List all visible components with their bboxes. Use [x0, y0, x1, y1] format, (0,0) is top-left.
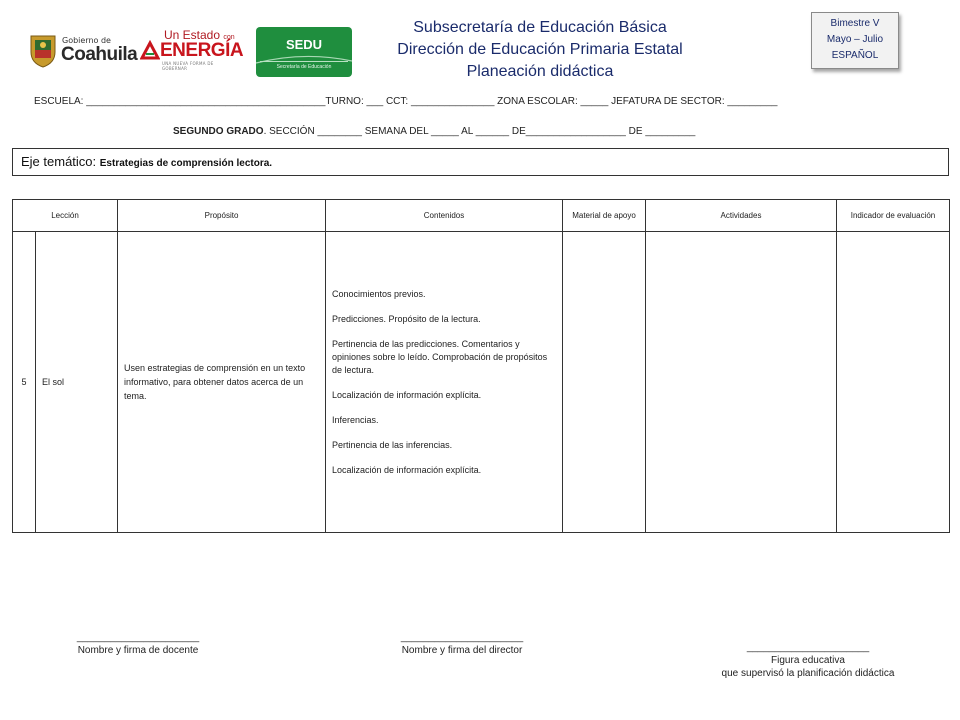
content-item: Predicciones. Propósito de la lectura. — [332, 313, 481, 324]
energia-logo — [140, 28, 244, 71]
energia-logo-big-text: ENERGÍA — [160, 40, 244, 61]
sedu-logo — [256, 27, 352, 77]
lesson-number: 5 — [13, 232, 36, 533]
planning-table — [12, 199, 950, 533]
signature-line: ______________________ — [746, 642, 870, 653]
grade-info-line — [173, 126, 695, 137]
sedu-logo-divider — [260, 61, 348, 62]
content-item: Localización de información explícita. — [332, 389, 482, 400]
signature-label: Figura educativa — [771, 655, 845, 666]
purpose-cell: Usen estrategias de comprensión en un texto informativo, para obtener datos acerca de un tema. — [118, 232, 326, 533]
content-item: Conocimientos previos. — [332, 288, 426, 299]
sedu-logo-subtext: Secretaría de Educación — [276, 64, 332, 70]
signature-director — [381, 631, 543, 657]
table-row — [13, 232, 950, 533]
eje-tematico-value: Estrategias de comprensión lectora. — [99, 158, 273, 169]
energia-logo-subtext: UNA NUEVA FORMA DE GOBERNAR — [162, 61, 214, 71]
content-item: Pertinencia de las predicciones. Comentarios y opiniones sobre lo leído. Comprobación de propósitos de lectura. — [332, 338, 548, 375]
content-item: Inferencias. — [332, 414, 379, 425]
indicator-cell — [837, 232, 950, 533]
energia-mark-icon — [140, 40, 160, 62]
title-direccion: Dirección de Educación Primaria Estatal — [397, 41, 683, 58]
header-leccion: Lección — [13, 200, 118, 232]
header-material: Material de apoyo — [563, 200, 646, 232]
lesson-name: El sol — [36, 232, 118, 533]
signature-line: ______________________ — [76, 632, 200, 643]
grade-label: SEGUNDO GRADO — [173, 126, 264, 137]
signature-figura — [696, 641, 920, 680]
bimestre-subject: ESPAÑOL — [831, 50, 879, 61]
title-subsecretaria: Subsecretaría de Educación Básica — [413, 19, 667, 36]
content-item: Pertinencia de las inferencias. — [332, 439, 453, 450]
eje-tematico-box — [12, 148, 949, 176]
sedu-logo-name: SEDU — [285, 37, 323, 52]
title-planeacion: Planeación didáctica — [466, 63, 614, 80]
energia-logo-top-text: Un Estado con — [164, 28, 235, 42]
coahuila-shield-icon — [28, 32, 58, 68]
signature-label: Nombre y firma de docente — [77, 645, 199, 656]
bimestre-months: Mayo – Julio — [826, 34, 884, 45]
signature-docente — [58, 631, 218, 657]
bimestre-label: Bimestre V — [830, 18, 880, 29]
coahuila-logo-small-text: Gobierno de — [62, 36, 111, 45]
table-header-row — [13, 200, 950, 232]
activities-cell — [646, 232, 837, 533]
header-proposito: Propósito — [118, 200, 326, 232]
bimestre-box — [811, 12, 899, 69]
coahuila-logo-big-text: Coahuila — [61, 44, 138, 65]
eje-tematico-label: Eje temático: — [21, 154, 100, 169]
coahuila-logo — [28, 32, 138, 70]
grade-info-rest: . SECCIÓN ________ SEMANA DEL _____ AL ______ DE__________________ DE _________ — [263, 126, 696, 137]
header-indicador: Indicador de evaluación — [837, 200, 950, 232]
header-actividades: Actividades — [646, 200, 837, 232]
header-contenidos: Contenidos — [326, 200, 563, 232]
signature-line: ______________________ — [400, 632, 524, 643]
material-cell — [563, 232, 646, 533]
school-info-line: ESCUELA: ___________________________________________TURNO: ___ CCT: _______________ ZONA ESCOLAR: _____ JEFATURA DE SECTOR: _________ — [34, 96, 778, 107]
signature-label: Nombre y firma del director — [401, 645, 523, 656]
signature-label-2: que supervisó la planificación didáctica — [721, 668, 895, 679]
contents-cell — [326, 232, 563, 533]
content-item: Localización de información explícita. — [332, 464, 482, 475]
document-titles — [360, 17, 720, 83]
